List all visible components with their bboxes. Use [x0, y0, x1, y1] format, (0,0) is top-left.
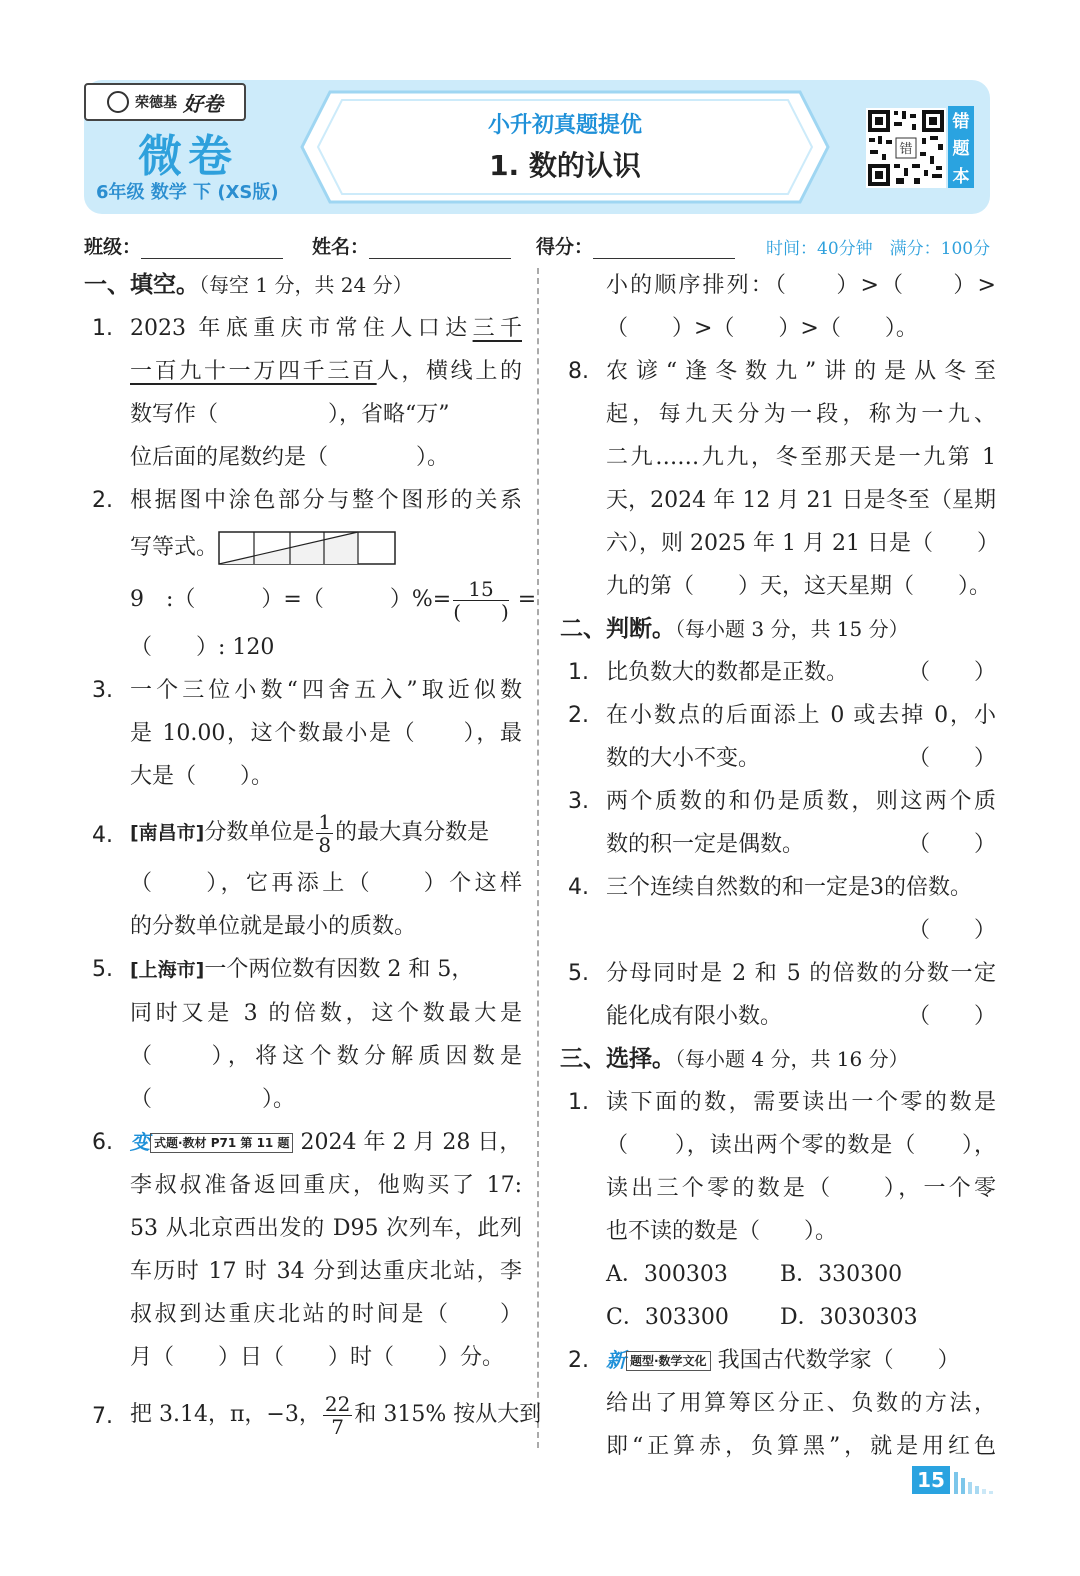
option-d[interactable]: D．3030303: [780, 1305, 918, 1330]
text: 的最大真分数是: [335, 820, 490, 845]
brand-face-icon: [107, 91, 129, 113]
question-number: 5.: [568, 961, 589, 986]
page-title: 1. 数的认识: [489, 149, 641, 182]
judge-item: [560, 952, 996, 1038]
region-tag: [南昌市]: [130, 822, 205, 844]
question-line: （ ），将这个数分解质因数是: [130, 1044, 522, 1069]
equation-text: 9 :（ ）=（ ）%=: [130, 587, 452, 612]
text: 一个两位数有因数 2 和 5，: [204, 957, 474, 982]
question-line: [130, 948, 522, 992]
answer-bracket[interactable]: （ ）: [907, 832, 996, 857]
question-line: [606, 651, 996, 694]
question-line: 即“正算赤，负算黑”，就是用红色: [606, 1434, 996, 1459]
question-number: 1.: [568, 660, 589, 685]
question-line: 两个质数的和仍是质数，则这两个质: [606, 789, 996, 814]
question-1: [84, 307, 522, 479]
question-line: [130, 1121, 522, 1164]
answer-bracket[interactable]: （ ）: [907, 918, 996, 943]
question-number: 6.: [92, 1130, 113, 1155]
question-3: [84, 669, 522, 798]
left-column: [84, 264, 542, 1445]
question-line: [606, 823, 996, 866]
question-line: 读下面的数，需要读出一个零的数是: [606, 1090, 996, 1115]
question-line: [130, 1385, 542, 1445]
question-number: 3.: [568, 789, 589, 814]
question-line: [130, 350, 522, 393]
brand-name: 荣德基: [135, 95, 177, 111]
option-b[interactable]: B．330300: [780, 1262, 903, 1287]
brand-logo: [84, 83, 246, 121]
question-line: [606, 995, 996, 1038]
question-number: 2.: [568, 703, 589, 728]
judge-item: [560, 780, 996, 866]
class-blank[interactable]: [141, 240, 283, 259]
answer-bracket[interactable]: （ ）: [907, 1004, 996, 1029]
score-field[interactable]: [536, 232, 735, 259]
question-line: 同时又是 3 的倍数，这个数最大是: [130, 1001, 522, 1026]
question-line: 李叔叔准备返回重庆，他购买了 17:: [130, 1173, 522, 1198]
question-line: [606, 737, 996, 780]
section-judge: [560, 608, 996, 651]
question-line: 给出了用算筹区分正、负数的方法，: [606, 1391, 996, 1416]
time-score-info: 时间：40分钟 满分：100分: [766, 239, 991, 259]
judge-item: [560, 694, 996, 780]
qr-code-icon: [866, 108, 946, 188]
question-line: 也不读的数是（ ）。: [606, 1219, 838, 1244]
question-line: 六），则 2025 年 1 月 21 日是（ ）: [606, 531, 999, 556]
name-blank[interactable]: [369, 240, 511, 259]
qr-center-label: 错: [899, 142, 913, 157]
answer-bracket[interactable]: （ ）: [907, 660, 996, 685]
text: 比负数大的数都是正数。: [606, 660, 849, 685]
underlined-text: 一百九十一万四千三百: [130, 359, 377, 384]
question-line: 二九……九九，冬至那天是一九第 1: [606, 445, 996, 470]
text: 人，横线上的: [376, 359, 522, 384]
text: 2024 年 2 月 28 日，: [300, 1130, 522, 1155]
variant-tag: 变: [130, 1130, 150, 1154]
option-a[interactable]: A．300303: [606, 1262, 728, 1287]
question-7-continued: [560, 264, 996, 350]
page-bars-icon: [954, 1470, 994, 1494]
question-line: 月（ ）日（ ）时（ ）分。: [130, 1345, 505, 1370]
question-5: [84, 948, 522, 1121]
denominator: 7: [331, 1414, 344, 1439]
question-line: 叔叔到达重庆北站的时间是（ ）: [130, 1302, 522, 1327]
judge-item: [560, 866, 996, 952]
question-line: （ ），它再添上（ ）个这样: [130, 871, 522, 896]
question-line: 数写作（ ），省略“万”: [130, 402, 450, 427]
text: 我国古代数学家（ ）: [717, 1348, 960, 1373]
question-number: 7.: [92, 1404, 113, 1429]
question-6: [84, 1121, 522, 1379]
question-4: [84, 804, 522, 948]
numerator: 1: [318, 809, 332, 834]
column-divider: [537, 268, 539, 1448]
question-line: [130, 804, 522, 862]
question-line: 农谚“逢冬数九”讲的是从冬至: [606, 359, 996, 384]
choice-question-1: [560, 1081, 996, 1339]
question-line: [606, 1339, 996, 1382]
denominator: 8: [318, 832, 332, 857]
series-title: 微卷: [138, 131, 238, 182]
fraction: [316, 811, 333, 856]
text: 数的大小不变。: [606, 746, 761, 771]
question-line: 起，每九天分为一段，称为一九、: [606, 402, 996, 427]
numerator: 15: [453, 578, 509, 601]
fraction: [453, 578, 509, 623]
shaded-figure-icon: [218, 531, 396, 565]
question-number: 1.: [92, 316, 113, 341]
judge-item: [560, 651, 996, 694]
text: 2023 年底重庆市常住人口达: [130, 316, 473, 341]
question-line: [130, 307, 522, 350]
answer-bracket[interactable]: （ ）: [907, 746, 996, 771]
question-line: 的分数单位就是最小的质数。: [130, 914, 417, 939]
section-title: 二、判断。: [560, 616, 675, 642]
question-line: 小的顺序排列：（ ）>（ ）>: [606, 273, 996, 298]
numerator: 22: [324, 1391, 351, 1416]
equation-text: =: [517, 587, 537, 612]
question-line: 根据图中涂色部分与整个图形的关系: [130, 488, 522, 513]
region-tag: [上海市]: [130, 959, 205, 981]
side-tag-char: 错: [952, 112, 970, 133]
question-line: 天，2024 年 12 月 21 日是冬至（星期: [606, 488, 996, 513]
question-line: [130, 522, 522, 574]
question-line: （ ）>（ ）>（ ）。: [606, 316, 918, 341]
question-number: 3.: [92, 678, 113, 703]
question-number: 4.: [92, 823, 113, 848]
question-line: （ ）: 120: [130, 635, 275, 660]
grade-label: 6年级 数学 下 (XS版): [96, 182, 279, 203]
question-line: （ ）。: [130, 1087, 296, 1112]
class-label: 班级：: [84, 236, 142, 258]
question-number: 1.: [568, 1090, 589, 1115]
question-number: 5.: [92, 957, 113, 982]
options-row: [606, 1296, 996, 1339]
question-line: 读出三个零的数是（ ），一个零: [606, 1176, 996, 1201]
question-line: 位后面的尾数约是（ ）。: [130, 445, 450, 470]
question-number: 2.: [568, 1348, 589, 1373]
section-title: 一、填空。: [84, 272, 199, 298]
question-line: 一个三位小数“四舍五入”取近似数: [130, 678, 522, 703]
question-number: 8.: [568, 359, 589, 384]
question-line: 车历时 17 时 34 分到达重庆北站，李: [130, 1259, 522, 1284]
options-row: [606, 1253, 996, 1296]
question-line: 大是（ ）。: [130, 764, 274, 789]
question-7: [84, 1385, 542, 1445]
text: 写等式。: [130, 535, 219, 560]
score-label: 得分：: [536, 236, 594, 258]
section-note: （每空 1 分，共 24 分）: [199, 273, 413, 297]
choice-question-2: [560, 1339, 996, 1468]
text: 数的积一定是偶数。: [606, 832, 805, 857]
question-number: 4.: [568, 875, 589, 900]
denominator: ( ): [453, 599, 509, 624]
class-field[interactable]: [84, 232, 283, 259]
text: 和 315% 按从大到: [354, 1402, 542, 1427]
text: 把 3.14，π，−3，: [130, 1402, 321, 1427]
question-line: 九的第（ ）天，这天星期（ ）。: [606, 574, 992, 599]
section-note: （每小题 3 分，共 15 分）: [675, 617, 909, 641]
textbook-ref-tag: 式题·教材 P71 第 11 题: [150, 1133, 293, 1153]
question-line: [130, 574, 537, 626]
underlined-text: 三千: [472, 316, 522, 341]
name-label: 姓名：: [312, 236, 370, 258]
option-c[interactable]: C．303300: [606, 1305, 729, 1330]
score-blank[interactable]: [593, 240, 735, 259]
name-field[interactable]: [312, 232, 511, 259]
fraction: [323, 1393, 352, 1438]
section-fill-in: [84, 264, 522, 307]
question-2: [84, 479, 537, 669]
side-tag-char: 题: [952, 139, 970, 160]
section-choice: [560, 1038, 996, 1081]
question-line: 是 10.00，这个数最小是（ ），最: [130, 721, 522, 746]
section-title: 三、选择。: [560, 1046, 675, 1072]
question-line: 在小数点的后面添上 0 或去掉 0，小: [606, 703, 996, 728]
section-note: （每小题 4 分，共 16 分）: [675, 1047, 909, 1071]
brand-mark: 好卷: [183, 91, 223, 116]
mistake-book-tag: [948, 106, 974, 188]
question-line: 53 从北京西出发的 D95 次列车，此列: [130, 1216, 522, 1241]
text: 分数单位是: [204, 820, 315, 845]
page-number: 15: [912, 1466, 950, 1494]
right-column: [560, 264, 999, 1468]
question-number: 2.: [92, 488, 113, 513]
question-line: 分母同时是 2 和 5 的倍数的分数一定: [606, 961, 996, 986]
math-culture-tag: 题型·数学文化: [626, 1351, 711, 1371]
qr-code[interactable]: [866, 108, 946, 188]
side-tag-char: 本: [952, 166, 970, 187]
new-type-tag: 新: [606, 1348, 626, 1372]
text: 能化成有限小数。: [606, 1004, 783, 1029]
question-line: 三个连续自然数的和一定是3的倍数。: [606, 875, 972, 900]
subtitle: 小升初真题提优: [487, 113, 642, 138]
question-8: [560, 350, 999, 608]
question-line: （ ），读出两个零的数是（ ），: [606, 1133, 996, 1158]
